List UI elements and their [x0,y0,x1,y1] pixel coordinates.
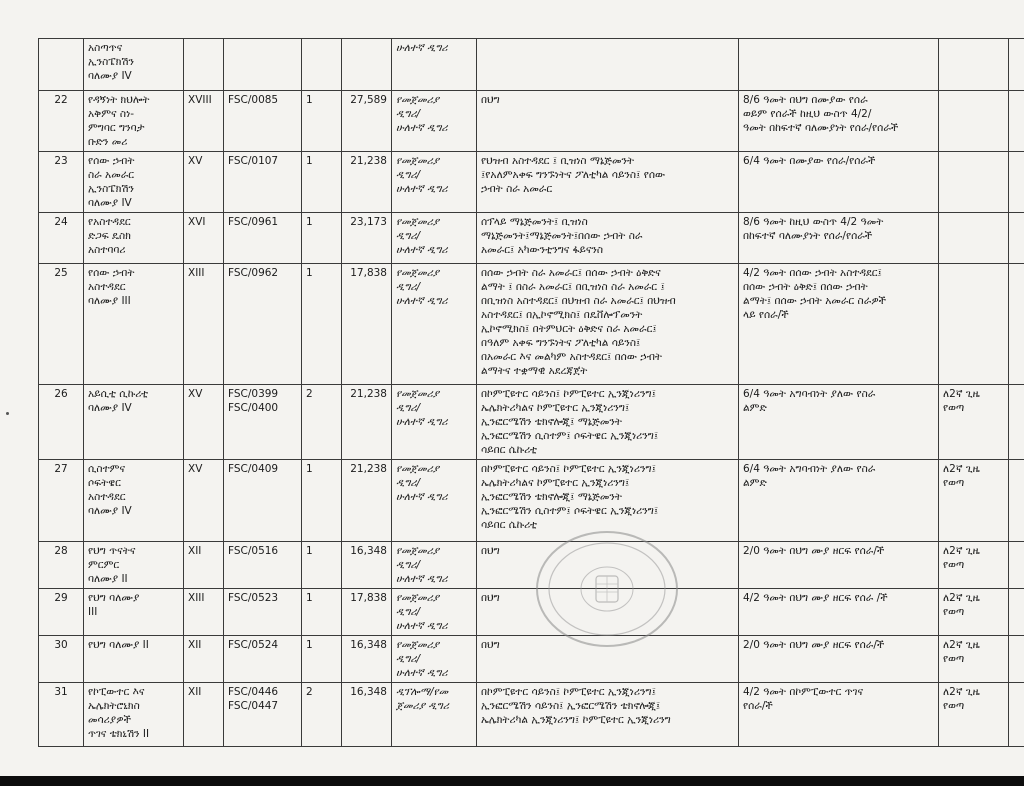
table-row [39,213,1024,264]
position-code-line: FSC/0085 [228,94,279,106]
position-title-line: አስተዳደር [88,281,126,293]
field-of-study-line: ኃብት ስራ አመራር [481,183,553,195]
education-level-line: የመጀመሪያ [396,155,440,167]
education-level-line: የመጀመሪያ [396,463,440,475]
extra-column-cell [1009,91,1024,152]
position-title-line: ቡድን መሪ [88,136,128,148]
job-grade-cell: XV [184,460,224,542]
field-of-study-line: ኢንፎርሜሽን ቴክኖሎጂ፤ ማኔጅመንት [481,416,622,428]
position-title-line: ጥገና ቴክኒሽን II [88,728,150,740]
position-title-line: አስተባባሪ [88,244,126,256]
field-of-study-line: አስተዳደር፤ በኢኮኖሚክስ፤ በዴቨሎፕመንት [481,309,643,321]
work-experience-cell [739,385,939,460]
work-experience-line: 6/4 ዓመት በሙያው የሰራ/የሰራች [743,155,876,167]
position-code-line: FSC/0400 [228,402,279,414]
remark-line: ለ2ኛ ጊዜ [943,592,980,604]
vacancy-count-cell: 1 [302,91,342,152]
salary-cell: 16,348 [342,683,392,747]
row-number-cell: 24 [39,213,84,264]
position-title-line: ኤሌክትሮኒክስ [88,700,140,712]
position-title-line: ሶፍትዌር [88,477,121,489]
position-code-cell [224,213,302,264]
remark-cell [939,460,1009,542]
position-title-line: ስራ አመራር [88,169,135,181]
field-of-study-line: በህግ [481,639,500,651]
work-experience-line: 6/4 ዓመት አግባብነት ያለው የስራ [743,388,876,400]
education-level-line: ዲግሪ/ [396,108,421,120]
education-level-line: ዲግሪ/ [396,169,421,181]
field-of-study-cell [477,385,739,460]
education-level-line: ሁለተኛ ዲግሪ [396,183,448,195]
work-experience-line: 2/0 ዓመት በህግ ሙያ ዘርፍ የሰራ/ች [743,545,885,557]
education-level-line: የመጀመሪያ [396,216,440,228]
table-row [39,264,1024,385]
position-title-line: አስተዳደር [88,491,126,503]
position-code-line: FSC/0523 [228,592,279,604]
education-level-cell [392,683,477,747]
education-level-line: ዲግሪ/ [396,606,421,618]
education-level-line: ዲፕሎማ/የመ [396,686,449,698]
table-row [39,39,1024,91]
row-number-cell: 26 [39,385,84,460]
position-title-line: ምርምር [88,559,120,571]
education-level-line: የመጀመሪያ [396,388,440,400]
education-level-line: የመጀመሪያ [396,639,440,651]
work-experience-line: 6/4 ዓመት አግባብነት ያለው የስራ [743,463,876,475]
salary-cell: 16,348 [342,542,392,589]
salary-cell: 17,838 [342,589,392,636]
position-code-cell [224,636,302,683]
education-level-line: ሁለተኛ ዲግሪ [396,122,448,134]
position-title-cell [84,542,184,589]
table-row [39,460,1024,542]
position-title-line: የሰው ኃብት [88,155,135,167]
field-of-study-line: በህግ [481,592,500,604]
education-level-line: ሁለተኛ ዲግሪ [396,667,448,679]
row-number-cell [39,39,84,91]
field-of-study-line: ፤የአለምአቀፍ ግንኙነትና ፖለቲካል ሳይንስ፤ የሰው [481,169,666,181]
position-title-cell [84,589,184,636]
field-of-study-cell [477,91,739,152]
work-experience-line: 8/6 ዓመት በህግ በሙያው የሰራ [743,94,868,106]
position-title-line: ባለሙያ II [88,573,128,585]
position-title-cell [84,683,184,747]
position-title-line: ኢንስፔክሽን [88,183,134,195]
table-row [39,385,1024,460]
job-grade-cell: XII [184,683,224,747]
education-level-cell [392,91,477,152]
salary-cell: 21,238 [342,460,392,542]
position-title-line: ባለሙያ IV [88,70,132,82]
field-of-study-line: ልማትና ተቋማዊ አደረጃጀት [481,365,588,377]
vacancy-count-cell: 2 [302,385,342,460]
remark-line: ለ2ኛ ጊዜ [943,545,980,557]
work-experience-line: ወይም የሰራች ከዚህ ውስጥ 4/2/ [743,108,872,120]
position-title-cell [84,636,184,683]
field-of-study-line: ኢንፎርሜሽን ሳይንስ፤ ኢንፎርሜሽን ቴክኖሎጂ፤ [481,700,661,712]
education-level-line: ሁለተኛ ዲግሪ [396,42,448,54]
education-level-line: ሁለተኛ ዲግሪ [396,573,448,585]
job-grade-cell: XV [184,152,224,213]
education-level-line: ሁለተኛ ዲግሪ [396,620,448,632]
education-level-cell [392,39,477,91]
field-of-study-line: ሳይበር ሴኩሪቲ [481,519,538,531]
extra-column-cell [1009,152,1024,213]
field-of-study-line: ኤሌክትሪካልና ኮምፒዩተር ኢንጂነሪንግ፤ [481,402,630,414]
field-of-study-line: ኢንፎርሜሽን ሲስተም፤ ሶፍትዌር ኢንጂነሪንግ፤ [481,430,659,442]
position-title-line: የህግ ባለሙያ [88,592,140,604]
field-of-study-line: በኮምፒዩተር ሳይንስ፤ ኮምፒዩተር ኢንጂነሪንግ፤ [481,686,656,698]
education-level-cell [392,542,477,589]
field-of-study-line: ኢኮኖሚክስ፤ በትምህርት ዕቅድና ስራ አመራር፤ [481,323,657,335]
extra-column-cell [1009,264,1024,385]
work-experience-cell [739,213,939,264]
work-experience-line: 4/2 ዓመት በህግ ሙያ ዘርፍ የሰራ /ች [743,592,888,604]
vacancy-count-cell: 1 [302,589,342,636]
work-experience-line: 4/2 ዓመት በሰው ኃብት አስተዳደር፤ [743,267,882,279]
position-code-line: FSC/0107 [228,155,279,167]
extra-column-cell [1009,39,1024,91]
education-level-line: ዲግሪ/ [396,559,421,571]
field-of-study-line: በህግ [481,545,500,557]
scan-bottom-edge [0,776,1024,786]
remark-line: ለ2ኛ ጊዜ [943,686,980,698]
scan-speck [6,412,9,415]
salary-cell [342,39,392,91]
education-level-line: የመጀመሪያ [396,94,440,106]
remark-cell [939,91,1009,152]
position-title-line: ባለሙያ IV [88,197,132,209]
position-code-line: FSC/0516 [228,545,279,557]
job-grade-cell: XVI [184,213,224,264]
salary-cell: 21,238 [342,385,392,460]
position-title-line: ባለሙያ IV [88,402,132,414]
remark-line: ለ2ኛ ጊዜ [943,463,980,475]
field-of-study-cell [477,460,739,542]
education-level-cell [392,636,477,683]
remark-line: የወጣ [943,402,965,414]
row-number-cell: 25 [39,264,84,385]
education-level-line: ዲግሪ/ [396,281,421,293]
education-level-line: ዲግሪ/ [396,230,421,242]
work-experience-cell [739,542,939,589]
education-level-line: የመጀመሪያ [396,592,440,604]
remark-cell [939,385,1009,460]
position-title-line: የህግ ጥናትና [88,545,136,557]
education-level-line: ዲግሪ/ [396,477,421,489]
position-title-line: ሲስተምና [88,463,126,475]
education-level-line: ዲግሪ/ [396,402,421,414]
position-code-cell [224,39,302,91]
field-of-study-line: በዓለም አቀፍ ግንኙነትና ፖለቲካል ሳይንስ፤ [481,337,641,349]
row-number-cell: 30 [39,636,84,683]
field-of-study-line: በህግ [481,94,500,106]
remark-cell [939,636,1009,683]
table-row [39,589,1024,636]
position-code-cell [224,152,302,213]
education-level-line: ሁለተኛ ዲግሪ [396,416,448,428]
field-of-study-line: በቢዝነስ አስተዳደር፤ በህዝብ ስራ አመራር፤ በህዝብ [481,295,676,307]
position-title-cell [84,39,184,91]
extra-column-cell [1009,683,1024,747]
work-experience-line: 2/0 ዓመት በህግ ሙያ ዘርፍ የሰራ/ች [743,639,885,651]
work-experience-cell [739,91,939,152]
table-row [39,636,1024,683]
position-title-cell [84,460,184,542]
field-of-study-line: ኤሌክትሪካልና ኮምፒዩተር ኢንጂነሪንግ፤ [481,477,630,489]
position-title-line: መሳሪያዎች [88,714,131,726]
remark-line: ለ2ኛ ጊዜ [943,388,980,400]
position-title-cell [84,91,184,152]
vacancy-count-cell: 1 [302,542,342,589]
education-level-line: ሁለተኛ ዲግሪ [396,295,448,307]
field-of-study-cell [477,636,739,683]
field-of-study-line: በኮምፒዩተር ሳይንስ፤ ኮምፒዩተር ኢንጂነሪንግ፤ [481,463,656,475]
work-experience-line: ልምድ [743,477,767,489]
job-grade-cell: XII [184,636,224,683]
vacancy-count-cell: 1 [302,460,342,542]
vacancy-count-cell: 2 [302,683,342,747]
remark-line: የወጣ [943,477,965,489]
extra-column-cell [1009,385,1024,460]
vacancy-table-body [39,39,1024,747]
education-level-line: ሁለተኛ ዲግሪ [396,244,448,256]
row-number-cell: 22 [39,91,84,152]
extra-column-cell [1009,460,1024,542]
work-experience-cell [739,264,939,385]
remark-cell [939,683,1009,747]
position-code-cell [224,683,302,747]
work-experience-cell [739,39,939,91]
work-experience-cell [739,636,939,683]
position-title-line: የህግ ባለሙያ II [88,639,149,651]
field-of-study-line: ኤሌክትሪካል ኢንጂነሪንግ፤ ኮምፒዩተር ኢንጂነሪንግ [481,714,671,726]
row-number-cell: 23 [39,152,84,213]
education-level-line: የመጀመሪያ [396,267,440,279]
position-title-line: ምግባር ግንባታ [88,122,145,134]
position-title-line: የኮፒውተር እና [88,686,145,698]
remark-cell [939,39,1009,91]
position-title-line: የሰው ኃብት [88,267,135,279]
position-title-cell [84,152,184,213]
work-experience-cell [739,589,939,636]
work-experience-cell [739,152,939,213]
work-experience-line: ልምድ [743,402,767,414]
work-experience-line: 8/6 ዓመት ከዚህ ውስጥ 4/2 ዓመት [743,216,884,228]
position-title-line: III [88,606,98,618]
position-code-line: FSC/0961 [228,216,279,228]
salary-cell: 16,348 [342,636,392,683]
field-of-study-line: የህዝብ አስተዳደር ፤ ቢዝነስ ማኔጅመንት [481,155,635,167]
table-row [39,152,1024,213]
position-title-line: ባለሙያ IV [88,505,132,517]
table-row [39,683,1024,747]
table-row [39,542,1024,589]
position-code-line: FSC/0446 [228,686,279,698]
position-title-line: የዳኝነት ክህሎት [88,94,150,106]
position-title-line: ባለሙያ III [88,295,131,307]
field-of-study-cell [477,152,739,213]
position-title-line: አይሲቲ ሲኩሪቲ [88,388,149,400]
salary-cell: 27,589 [342,91,392,152]
work-experience-cell [739,460,939,542]
field-of-study-cell [477,264,739,385]
field-of-study-line: ሳይበር ሴኩሪቲ [481,444,538,456]
job-grade-cell [184,39,224,91]
row-number-cell: 29 [39,589,84,636]
education-level-line: ዲግሪ/ [396,653,421,665]
field-of-study-line: ኢንፎርሜሽን ሲስተም፤ ሶፍትዌር ኢንጂነሪንግ፤ [481,505,659,517]
position-title-line: የአስተዳደር [88,216,131,228]
position-code-line: FSC/0447 [228,700,279,712]
education-level-line: ሁለተኛ ዲግሪ [396,491,448,503]
field-of-study-line: ማኔጅመንት፤ማኔጅመንት፤በሰው ኃብት ስራ [481,230,643,242]
job-grade-cell: XII [184,542,224,589]
field-of-study-cell [477,542,739,589]
field-of-study-line: በኮምፒዩተር ሳይንስ፤ ኮምፒዩተር ኢንጂነሪንግ፤ [481,388,656,400]
position-code-cell [224,385,302,460]
position-title-line: ኢንስፔክሽን [88,56,134,68]
extra-column-cell [1009,636,1024,683]
work-experience-line: 4/2 ዓመት በኮምፒውተር ጥገና [743,686,864,698]
position-title-line: አቅምና ስነ- [88,108,135,120]
work-experience-line: የሰራ/ች [743,700,773,712]
education-level-line: ጀመሪያ ዲግሪ [396,700,449,712]
salary-cell: 23,173 [342,213,392,264]
remark-cell [939,213,1009,264]
remark-line: የወጣ [943,653,965,665]
field-of-study-line: ልማት ፤ በስራ አመራር፤ በቢዝነስ ስራ አመራር ፤ [481,281,665,293]
row-number-cell: 28 [39,542,84,589]
work-experience-line: ልማት፤ በሰው ኃብት አመራር ስራዎች [743,295,887,307]
row-number-cell: 27 [39,460,84,542]
vacancy-count-cell: 1 [302,213,342,264]
education-level-cell [392,385,477,460]
position-code-line: FSC/0524 [228,639,279,651]
remark-line: የወጣ [943,559,965,571]
remark-cell [939,589,1009,636]
education-level-cell [392,213,477,264]
remark-line: የወጣ [943,700,965,712]
table-row [39,91,1024,152]
work-experience-line: በከፍተኛ ባለሙያነት የሰራ/የሰራች [743,230,873,242]
field-of-study-line: በአመራር እና መልካም አስተዳደር፤ በሰው ኃብት [481,351,663,363]
salary-cell: 21,238 [342,152,392,213]
vacancy-count-cell [302,39,342,91]
field-of-study-cell [477,589,739,636]
work-experience-line: ላይ የሰራ/ች [743,309,789,321]
position-code-cell [224,91,302,152]
job-grade-cell: XVIII [184,91,224,152]
education-level-cell [392,589,477,636]
field-of-study-cell [477,683,739,747]
field-of-study-cell [477,213,739,264]
field-of-study-cell [477,39,739,91]
position-title-cell [84,385,184,460]
vacancy-count-cell: 1 [302,152,342,213]
job-grade-cell: XIII [184,589,224,636]
position-title-cell [84,213,184,264]
vacancy-count-cell: 1 [302,264,342,385]
field-of-study-line: ኢንፎርሜሽን ቴክኖሎጂ፤ ማኔጅመንት [481,491,622,503]
position-code-line: FSC/0409 [228,463,279,475]
row-number-cell: 31 [39,683,84,747]
education-level-cell [392,460,477,542]
extra-column-cell [1009,542,1024,589]
remark-line: የወጣ [943,606,965,618]
remark-cell [939,542,1009,589]
vacancy-table [38,38,1024,747]
position-title-line: አስጣጥና [88,42,123,54]
position-code-cell [224,264,302,385]
position-title-cell [84,264,184,385]
position-code-line: FSC/0399 [228,388,279,400]
remark-line: ለ2ኛ ጊዜ [943,639,980,651]
position-code-cell [224,542,302,589]
vacancy-count-cell: 1 [302,636,342,683]
work-experience-cell [739,683,939,747]
work-experience-line: በሰው ኃብት ዕቅድ፤ በሰው ኃብት [743,281,868,293]
remark-cell [939,264,1009,385]
field-of-study-line: ሰፕላይ ማኔጅመንት፤ ቢዝነስ [481,216,588,228]
position-code-cell [224,460,302,542]
position-code-line: FSC/0962 [228,267,279,279]
education-level-line: የመጀመሪያ [396,545,440,557]
field-of-study-line: አመራር፤ አካውንቲንግና ፋይናንስ [481,244,604,256]
position-code-cell [224,589,302,636]
job-grade-cell: XIII [184,264,224,385]
remark-cell [939,152,1009,213]
education-level-cell [392,264,477,385]
position-title-line: ድጋፍ ዴስክ [88,230,131,242]
salary-cell: 17,838 [342,264,392,385]
extra-column-cell [1009,589,1024,636]
field-of-study-line: በሰው ኃብት ስራ አመራር፤ በሰው ኃብት ዕቅድና [481,267,661,279]
extra-column-cell [1009,213,1024,264]
work-experience-line: ዓመት በከፍተኛ ባለሙያነት የሰራ/የሰራች [743,122,899,134]
job-grade-cell: XV [184,385,224,460]
education-level-cell [392,152,477,213]
